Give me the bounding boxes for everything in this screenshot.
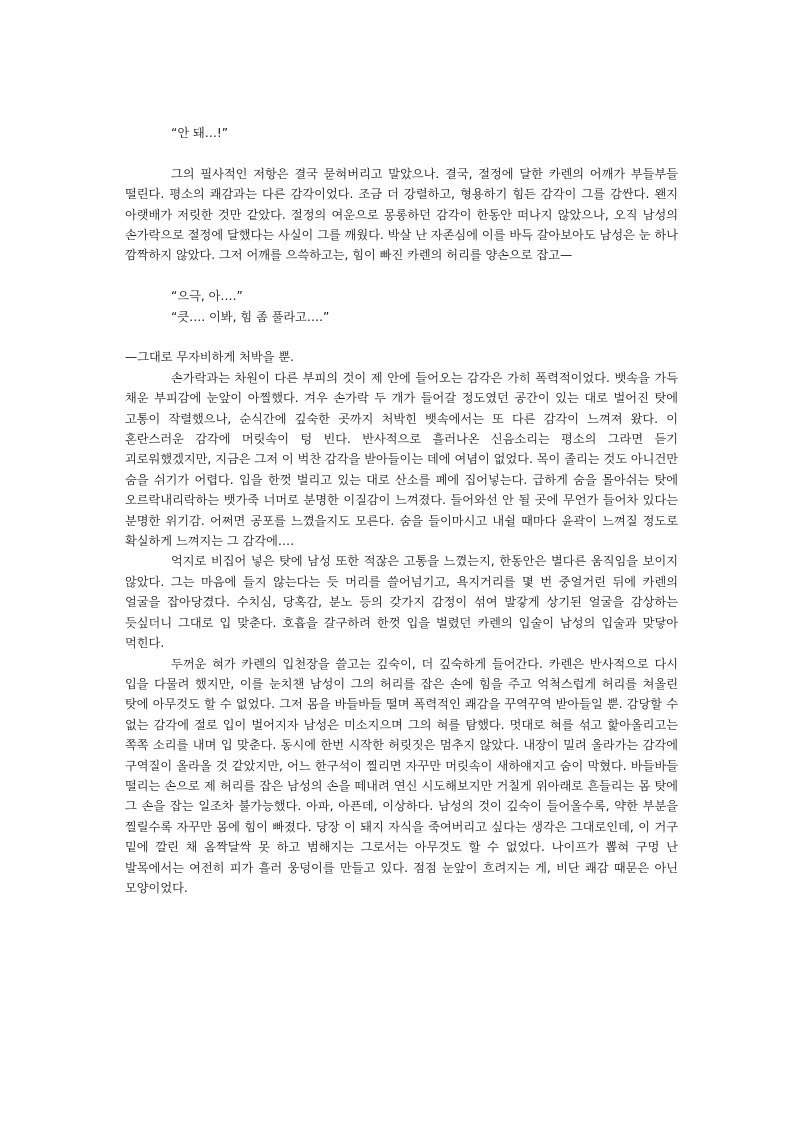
dialogue-line: “큿…. 이봐, 힘 좀 풀라고….”	[171, 309, 330, 324]
document-body	[125, 123, 678, 898]
paragraph-spacer	[125, 143, 678, 163]
paragraph-spacer	[125, 327, 678, 347]
dialogue-line: “으극, 아….”	[171, 289, 243, 304]
paragraph: —그대로 무자비하게 처박을 뿐.	[125, 350, 294, 365]
paragraph-spacer	[125, 266, 678, 286]
dialogue-line: “안 돼…!”	[171, 126, 229, 140]
paragraph: 손가락과는 차원이 다른 부피의 것이 제 안에 들어오는 감각은 가히 폭력적이었다. 뱃속을 가득 채운 부피감에 눈앞이 아찔했다. 겨우 손가락 두 개가 들어갈 정도였던 공간이 있는 대로 벌어진 탓에 고통이 작렬했으나, 순식간에 깊숙한 곳까지 처박힌 뱃속에서는 또 다른 감각이 느껴져 왔다. 이 혼란스러운 감각에 머릿속이 텅 빈다. 반사적으로 흘러나온 신음소리는 평소의 그라면 듣기 괴로워했겠지만, 지금은 그저 이 벅찬 감각을 받아들이는 데에 여념이 없었다. 목이 졸리는 것도 아니건만 숨을 쉬기가 어렵다. 입을 한껏 벌리고 있는 대로 산소를 폐에 집어넣는다. 급하게 숨을 몰아쉬는 탓에 오르락내리락하는 뱃가죽 너머로 분명한 이질감이 느껴졌다. 들어와선 안 될 곳에 무언가 들어차 있다는 분명한 위기감. 어쩌면 공포를 느꼈을지도 모른다. 숨을 들이마시고 내쉴 때마다 윤곽이 느껴질 정도로 확실하게 느껴지는 그 감각에….	[125, 370, 678, 549]
paragraph: 두꺼운 혀가 카렌의 입천장을 쓸고는 깊숙이, 더 깊숙하게 들어간다. 카렌은 반사적으로 다시 입을 다물려 했지만, 이를 눈치챈 남성이 그의 허리를 잡은 손에 힘을 주고 억척스럽게 허리를 쳐올린 탓에 아무것도 할 수 없었다. 그저 몸을 바들바들 떨며 폭력적인 쾌감을 꾸역꾸역 받아들일 뿐. 감당할 수 없는 감각에 절로 입이 벌어지자 남성은 미소지으며 그의 혀를 탐했다. 멋대로 혀를 섞고 핥아올리고는 쪽쪽 소리를 내며 입 맞춘다. 동시에 한번 시작한 허릿짓은 멈추지 않았다. 내장이 밀려 올라가는 감각에 구역질이 올라올 것 같았지만, 어느 한구석이 찔리면 자꾸만 머릿속이 새하얘지고 숨이 막혔다. 바들바들 떨리는 손으로 제 허리를 잡은 남성의 손을 떼내려 연신 시도해보지만 거칠게 위아래로 흔들리는 몸 탓에 그 손을 잡는 일조차 불가능했다. 아파, 아픈데, 이상하다. 남성의 것이 깊숙이 들어올수록, 약한 부분을 찔릴수록 자꾸만 몸에 힘이 빠졌다. 당장 이 돼지 자식을 죽여버리고 싶다는 생각은 그대로인데, 이 거구 밑에 깔린 채 옴짝달싹 못 하고 범해지는 그로서는 아무것도 할 수 없었다. 나이프가 뽑혀 구멍 난 발목에서는 여전히 피가 흘러 웅덩이를 만들고 있다. 점점 눈앞이 흐려지는 게, 비단 쾌감 때문은 아닌 모양이었다.	[125, 656, 678, 895]
paragraph: 그의 필사적인 저항은 결국 묻혀버리고 말았으나. 결국, 절정에 달한 카렌의 어깨가 부들부들 떨린다. 평소의 쾌감과는 다른 감각이었다. 조금 더 강렬하고, 형용하기 힘든 감각이 그를 감싼다. 왠지 아랫배가 저릿한 것만 같았다. 절정의 여운으로 몽롱하던 감각이 한동안 떠나지 않았으나, 오직 남성의 손가락으로 절정에 달했다는 사실이 그를 깨웠다. 박살 난 자존심에 이를 바득 갈아보아도 남성은 눈 하나 깜짝하지 않았다. 그저 어깨를 으쓱하고는, 힘이 빠진 카렌의 허리를 양손으로 잡고—	[125, 166, 678, 263]
paragraph: 억지로 비집어 넣은 탓에 남성 또한 적잖은 고통을 느꼈는지, 한동안은 별다른 움직임을 보이지 않았다. 그는 마음에 들지 않는다는 듯 머리를 쓸어넘기고, 욕지거리를 몇 번 중얼거린 뒤에 카렌의 얼굴을 잡아당겼다. 수치심, 당혹감, 분노 등의 갖가지 감정이 섞여 발갛게 상기된 얼굴을 감상하는 듯싶더니 그대로 입 맞춘다. 호흡을 갈구하려 한껏 입을 벌렸던 카렌의 입술이 남성의 입술과 맞닿아 먹힌다.	[125, 554, 678, 651]
